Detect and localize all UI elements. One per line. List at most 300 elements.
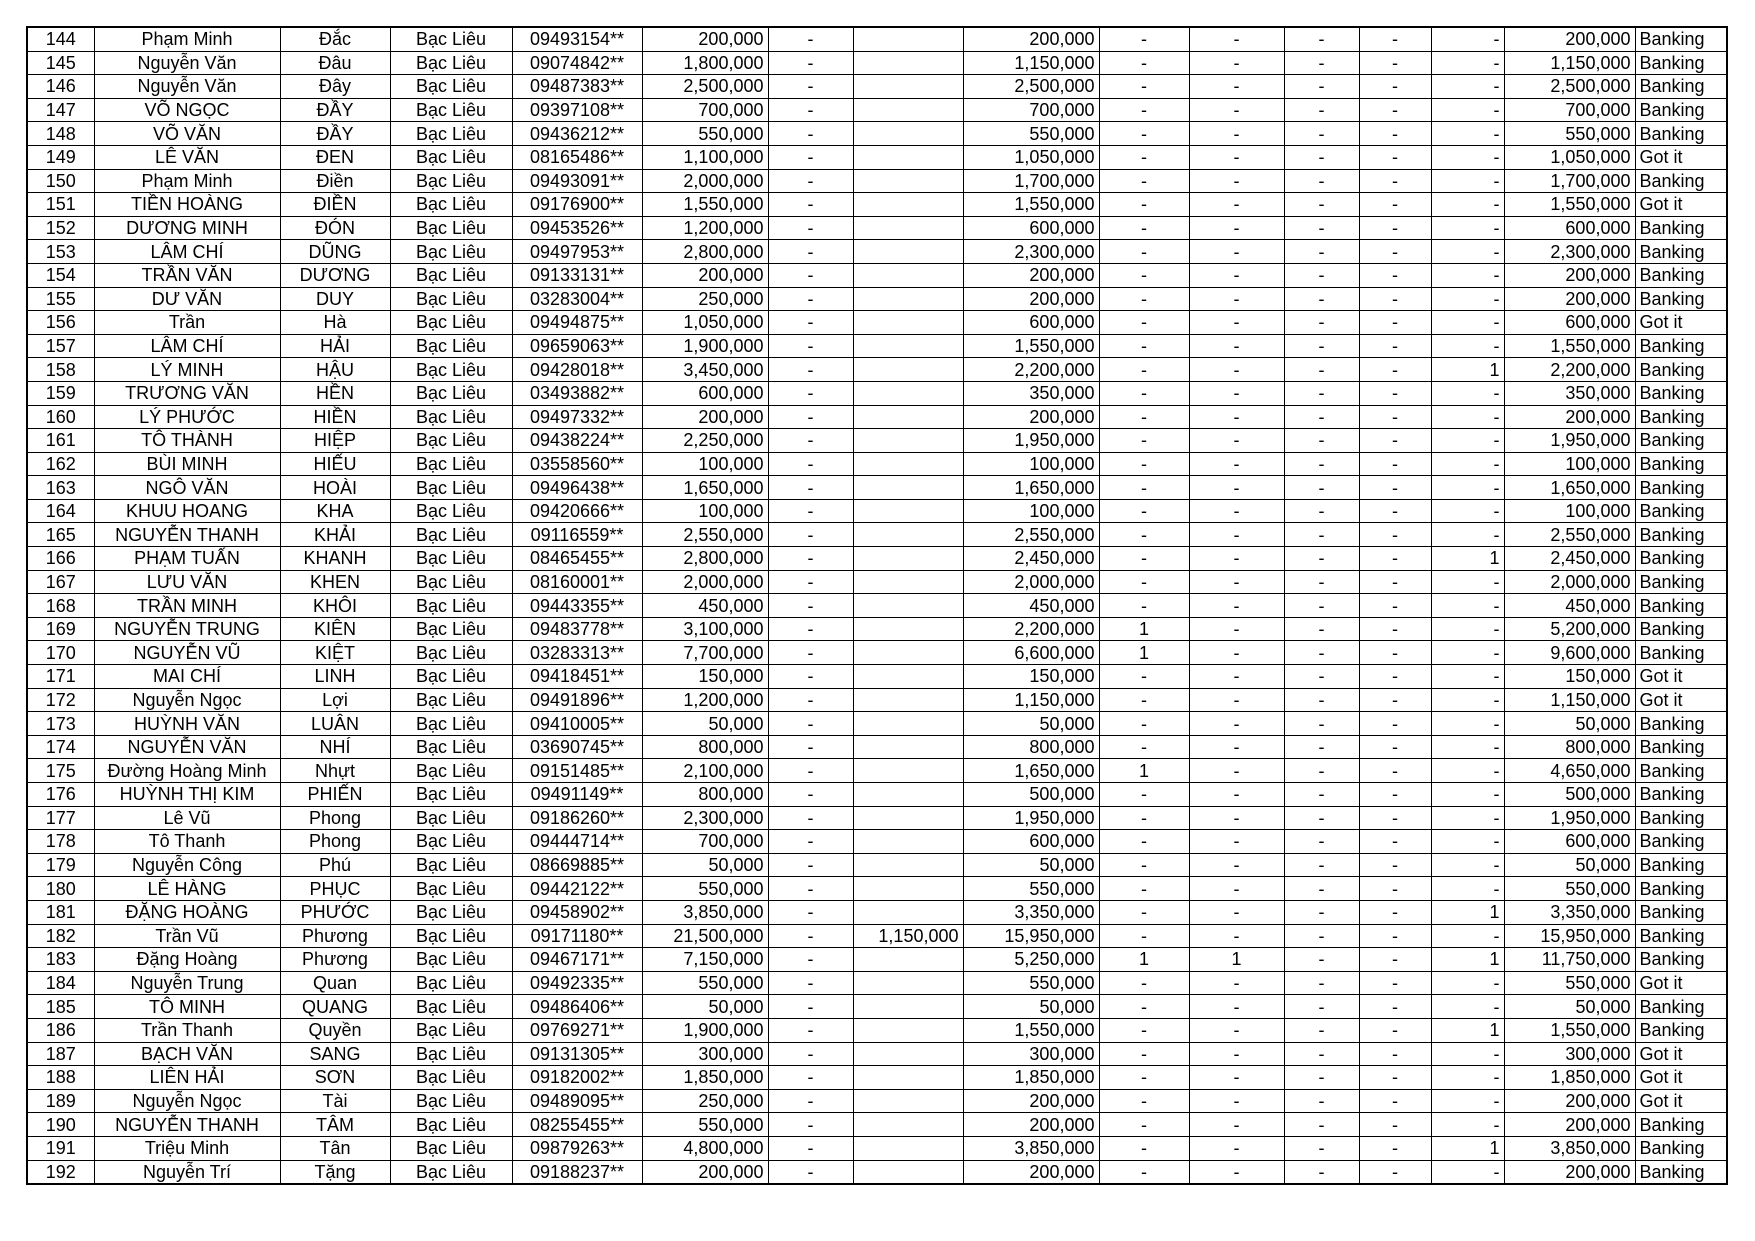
col-7-cell: - [768,995,853,1019]
amount-total-cell: 2,500,000 [1504,75,1635,99]
amount-approved-cell: 2,300,000 [963,240,1099,264]
row-number-cell: 175 [27,759,94,783]
family-name-cell: LÊ VĂN [94,145,280,169]
amount-registered-cell: 1,200,000 [642,216,768,240]
col-7-cell: - [768,1042,853,1066]
col-13-cell: - [1359,948,1431,972]
amount-approved-cell: 5,250,000 [963,948,1099,972]
amount-total-cell: 1,550,000 [1504,193,1635,217]
col-7-cell: - [768,193,853,217]
payment-method-cell: Banking [1635,830,1727,854]
col-10-cell: - [1099,169,1189,193]
col-12-cell: - [1284,735,1359,759]
payment-method-cell: Banking [1635,641,1727,665]
amount-total-cell: 500,000 [1504,783,1635,807]
col-14-cell: - [1431,759,1504,783]
province-cell: Bạc Liêu [390,877,512,901]
amount-total-cell: 2,200,000 [1504,358,1635,382]
col-8-cell [853,617,963,641]
col-10-cell: - [1099,499,1189,523]
phone-cell: 03283004** [512,287,642,311]
col-7-cell: - [768,1066,853,1090]
col-12-cell: - [1284,75,1359,99]
phone-cell: 08465455** [512,547,642,571]
col-8-cell [853,688,963,712]
col-14-cell: - [1431,334,1504,358]
col-10-cell: - [1099,334,1189,358]
amount-approved-cell: 1,850,000 [963,1066,1099,1090]
col-8-cell [853,1018,963,1042]
amount-registered-cell: 200,000 [642,27,768,51]
col-7-cell: - [768,1089,853,1113]
table-row [27,452,1727,476]
province-cell: Bạc Liêu [390,641,512,665]
amount-approved-cell: 800,000 [963,735,1099,759]
province-cell: Bạc Liêu [390,594,512,618]
col-14-cell: - [1431,924,1504,948]
col-7-cell: - [768,783,853,807]
col-11-cell: - [1189,1089,1284,1113]
col-14-cell: - [1431,783,1504,807]
payment-method-cell: Banking [1635,1113,1727,1137]
amount-registered-cell: 1,550,000 [642,193,768,217]
phone-cell: 09486406** [512,995,642,1019]
amount-total-cell: 700,000 [1504,98,1635,122]
amount-approved-cell: 200,000 [963,405,1099,429]
given-name-cell: LUÂN [280,712,390,736]
col-8-cell [853,783,963,807]
phone-cell: 09659063** [512,334,642,358]
phone-cell: 09188237** [512,1160,642,1184]
col-10-cell: - [1099,900,1189,924]
col-14-cell: - [1431,712,1504,736]
given-name-cell: Lợi [280,688,390,712]
amount-approved-cell: 1,950,000 [963,806,1099,830]
row-number-cell: 186 [27,1018,94,1042]
row-number-cell: 183 [27,948,94,972]
amount-registered-cell: 2,100,000 [642,759,768,783]
phone-cell: 09467171** [512,948,642,972]
phone-cell: 03283313** [512,641,642,665]
col-14-cell: - [1431,240,1504,264]
payment-method-cell: Banking [1635,51,1727,75]
col-14-cell: - [1431,311,1504,335]
row-number-cell: 189 [27,1089,94,1113]
col-11-cell: - [1189,240,1284,264]
payment-method-cell: Got it [1635,145,1727,169]
col-8-cell [853,712,963,736]
family-name-cell: LÂM CHÍ [94,240,280,264]
row-number-cell: 166 [27,547,94,571]
col-11-cell: - [1189,995,1284,1019]
amount-approved-cell: 1,050,000 [963,145,1099,169]
col-13-cell: - [1359,617,1431,641]
row-number-cell: 167 [27,570,94,594]
row-number-cell: 191 [27,1136,94,1160]
col-12-cell: - [1284,27,1359,51]
family-name-cell: TIỀN HOÀNG [94,193,280,217]
amount-approved-cell: 6,600,000 [963,641,1099,665]
col-7-cell: - [768,145,853,169]
col-14-cell: - [1431,830,1504,854]
family-name-cell: ĐẶNG HOÀNG [94,900,280,924]
family-name-cell: Trần Vũ [94,924,280,948]
col-12-cell: - [1284,240,1359,264]
amount-approved-cell: 600,000 [963,830,1099,854]
row-number-cell: 159 [27,381,94,405]
amount-registered-cell: 7,700,000 [642,641,768,665]
table-row [27,924,1727,948]
amount-registered-cell: 550,000 [642,1113,768,1137]
payment-method-cell: Banking [1635,452,1727,476]
table-row [27,122,1727,146]
col-14-cell: 1 [1431,948,1504,972]
col-13-cell: - [1359,900,1431,924]
table-row [27,617,1727,641]
table-row [27,193,1727,217]
payment-method-cell: Banking [1635,759,1727,783]
col-11-cell: - [1189,405,1284,429]
col-10-cell: - [1099,806,1189,830]
col-10-cell: - [1099,547,1189,571]
col-7-cell: - [768,169,853,193]
col-12-cell: - [1284,1113,1359,1137]
row-number-cell: 148 [27,122,94,146]
payment-method-cell: Banking [1635,783,1727,807]
phone-cell: 09491896** [512,688,642,712]
amount-total-cell: 1,650,000 [1504,476,1635,500]
table-row [27,853,1727,877]
amount-registered-cell: 4,800,000 [642,1136,768,1160]
amount-total-cell: 200,000 [1504,27,1635,51]
col-13-cell: - [1359,193,1431,217]
payment-method-cell: Banking [1635,806,1727,830]
col-14-cell: - [1431,263,1504,287]
payment-method-cell: Got it [1635,1066,1727,1090]
amount-approved-cell: 2,200,000 [963,358,1099,382]
payment-method-cell: Banking [1635,240,1727,264]
amount-total-cell: 600,000 [1504,216,1635,240]
col-12-cell: - [1284,712,1359,736]
col-8-cell [853,665,963,689]
payment-method-cell: Banking [1635,547,1727,571]
table-row [27,806,1727,830]
phone-cell: 08165486** [512,145,642,169]
col-14-cell: - [1431,735,1504,759]
col-10-cell: - [1099,783,1189,807]
amount-total-cell: 1,150,000 [1504,51,1635,75]
row-number-cell: 160 [27,405,94,429]
given-name-cell: Phong [280,806,390,830]
col-10-cell: - [1099,1066,1189,1090]
given-name-cell: HIỆP [280,429,390,453]
row-number-cell: 179 [27,853,94,877]
amount-approved-cell: 1,950,000 [963,429,1099,453]
payment-method-cell: Banking [1635,617,1727,641]
phone-cell: 09420666** [512,499,642,523]
table-row [27,476,1727,500]
col-10-cell: - [1099,688,1189,712]
given-name-cell: ĐIỀN [280,193,390,217]
province-cell: Bạc Liêu [390,1066,512,1090]
col-7-cell: - [768,570,853,594]
col-7-cell: - [768,358,853,382]
given-name-cell: PHƯỚC [280,900,390,924]
given-name-cell: SƠN [280,1066,390,1090]
given-name-cell: TÂM [280,1113,390,1137]
col-12-cell: - [1284,169,1359,193]
payment-method-cell: Banking [1635,429,1727,453]
family-name-cell: Triệu Minh [94,1136,280,1160]
col-11-cell: - [1189,971,1284,995]
col-11-cell: - [1189,759,1284,783]
row-number-cell: 168 [27,594,94,618]
col-13-cell: - [1359,783,1431,807]
row-number-cell: 165 [27,523,94,547]
col-11-cell: - [1189,877,1284,901]
given-name-cell: NHÍ [280,735,390,759]
col-12-cell: - [1284,405,1359,429]
payment-method-cell: Banking [1635,594,1727,618]
amount-total-cell: 300,000 [1504,1042,1635,1066]
col-14-cell: - [1431,405,1504,429]
col-14-cell: - [1431,145,1504,169]
col-12-cell: - [1284,1136,1359,1160]
col-12-cell: - [1284,641,1359,665]
family-name-cell: BẠCH VĂN [94,1042,280,1066]
table-row [27,1113,1727,1137]
col-7-cell: - [768,452,853,476]
amount-registered-cell: 150,000 [642,665,768,689]
row-number-cell: 153 [27,240,94,264]
col-12-cell: - [1284,783,1359,807]
row-number-cell: 178 [27,830,94,854]
amount-total-cell: 350,000 [1504,381,1635,405]
province-cell: Bạc Liêu [390,311,512,335]
table-row [27,759,1727,783]
payment-method-cell: Banking [1635,924,1727,948]
amount-total-cell: 4,650,000 [1504,759,1635,783]
family-name-cell: Lê Vũ [94,806,280,830]
col-8-cell [853,523,963,547]
amount-approved-cell: 200,000 [963,1089,1099,1113]
table-row [27,995,1727,1019]
given-name-cell: Phong [280,830,390,854]
col-8-cell [853,499,963,523]
col-8-cell [853,995,963,1019]
amount-approved-cell: 1,650,000 [963,476,1099,500]
amount-total-cell: 11,750,000 [1504,948,1635,972]
amount-registered-cell: 700,000 [642,98,768,122]
payment-method-cell: Banking [1635,995,1727,1019]
table-row [27,877,1727,901]
col-13-cell: - [1359,145,1431,169]
table-row [27,216,1727,240]
amount-total-cell: 1,700,000 [1504,169,1635,193]
family-name-cell: NGUYỄN THANH [94,523,280,547]
province-cell: Bạc Liêu [390,381,512,405]
col-14-cell: - [1431,617,1504,641]
col-10-cell: 1 [1099,948,1189,972]
col-8-cell [853,169,963,193]
amount-total-cell: 800,000 [1504,735,1635,759]
phone-cell: 09151485** [512,759,642,783]
payment-method-cell: Banking [1635,853,1727,877]
province-cell: Bạc Liêu [390,263,512,287]
amount-registered-cell: 450,000 [642,594,768,618]
family-name-cell: TRẦN VĂN [94,263,280,287]
col-11-cell: - [1189,122,1284,146]
phone-cell: 09131305** [512,1042,642,1066]
col-14-cell: - [1431,1113,1504,1137]
given-name-cell: KIÊN [280,617,390,641]
col-12-cell: - [1284,51,1359,75]
province-cell: Bạc Liêu [390,27,512,51]
given-name-cell: HIẾU [280,452,390,476]
col-7-cell: - [768,641,853,665]
phone-cell: 09171180** [512,924,642,948]
col-11-cell: - [1189,193,1284,217]
row-number-cell: 163 [27,476,94,500]
table-row [27,1136,1727,1160]
payment-method-cell: Banking [1635,900,1727,924]
col-10-cell: - [1099,523,1189,547]
table-row [27,311,1727,335]
given-name-cell: KHẢI [280,523,390,547]
payment-method-cell: Got it [1635,971,1727,995]
col-13-cell: - [1359,405,1431,429]
province-cell: Bạc Liêu [390,948,512,972]
col-11-cell: - [1189,712,1284,736]
col-14-cell: - [1431,216,1504,240]
col-12-cell: - [1284,263,1359,287]
col-7-cell: - [768,830,853,854]
col-11-cell: - [1189,783,1284,807]
col-10-cell: - [1099,594,1189,618]
col-11-cell: - [1189,617,1284,641]
col-7-cell: - [768,948,853,972]
col-10-cell: - [1099,27,1189,51]
col-7-cell: - [768,735,853,759]
col-7-cell: - [768,75,853,99]
province-cell: Bạc Liêu [390,1160,512,1184]
col-14-cell: - [1431,995,1504,1019]
family-name-cell: NGUYỄN TRUNG [94,617,280,641]
amount-total-cell: 5,200,000 [1504,617,1635,641]
table-row [27,688,1727,712]
amount-registered-cell: 1,850,000 [642,1066,768,1090]
col-7-cell: - [768,712,853,736]
row-number-cell: 192 [27,1160,94,1184]
row-number-cell: 187 [27,1042,94,1066]
table-row [27,1089,1727,1113]
given-name-cell: Điền [280,169,390,193]
family-name-cell: Tô Thanh [94,830,280,854]
table-row [27,712,1727,736]
col-8-cell [853,311,963,335]
phone-cell: 09487383** [512,75,642,99]
given-name-cell: Tài [280,1089,390,1113]
amount-approved-cell: 3,850,000 [963,1136,1099,1160]
province-cell: Bạc Liêu [390,240,512,264]
col-7-cell: - [768,405,853,429]
col-14-cell: - [1431,122,1504,146]
col-12-cell: - [1284,995,1359,1019]
amount-total-cell: 200,000 [1504,1089,1635,1113]
phone-cell: 09442122** [512,877,642,901]
col-13-cell: - [1359,27,1431,51]
col-14-cell: - [1431,452,1504,476]
amount-approved-cell: 200,000 [963,263,1099,287]
family-name-cell: KHUU HOANG [94,499,280,523]
province-cell: Bạc Liêu [390,358,512,382]
col-12-cell: - [1284,311,1359,335]
province-cell: Bạc Liêu [390,429,512,453]
col-7-cell: - [768,971,853,995]
col-8-cell [853,806,963,830]
province-cell: Bạc Liêu [390,830,512,854]
col-11-cell: - [1189,75,1284,99]
amount-registered-cell: 50,000 [642,853,768,877]
col-14-cell: 1 [1431,358,1504,382]
amount-approved-cell: 550,000 [963,877,1099,901]
phone-cell: 09443355** [512,594,642,618]
col-8-cell [853,429,963,453]
col-11-cell: - [1189,547,1284,571]
col-11-cell: - [1189,98,1284,122]
row-number-cell: 145 [27,51,94,75]
given-name-cell: DƯƠNG [280,263,390,287]
table-row [27,27,1727,51]
amount-registered-cell: 2,800,000 [642,240,768,264]
col-8-cell [853,547,963,571]
province-cell: Bạc Liêu [390,971,512,995]
col-7-cell: - [768,665,853,689]
amount-registered-cell: 300,000 [642,1042,768,1066]
table-row [27,570,1727,594]
province-cell: Bạc Liêu [390,853,512,877]
col-12-cell: - [1284,665,1359,689]
amount-total-cell: 550,000 [1504,122,1635,146]
col-13-cell: - [1359,1018,1431,1042]
amount-total-cell: 550,000 [1504,971,1635,995]
col-10-cell: - [1099,877,1189,901]
amount-approved-cell: 150,000 [963,665,1099,689]
col-7-cell: - [768,1018,853,1042]
col-7-cell: - [768,476,853,500]
col-11-cell: - [1189,830,1284,854]
col-12-cell: - [1284,853,1359,877]
province-cell: Bạc Liêu [390,1018,512,1042]
given-name-cell: Đâu [280,51,390,75]
payment-method-cell: Banking [1635,98,1727,122]
amount-approved-cell: 100,000 [963,452,1099,476]
table-row [27,169,1727,193]
given-name-cell: Phương [280,948,390,972]
phone-cell: 09074842** [512,51,642,75]
table-row [27,405,1727,429]
family-name-cell: Nguyễn Trung [94,971,280,995]
col-12-cell: - [1284,429,1359,453]
col-11-cell: - [1189,688,1284,712]
col-7-cell: - [768,311,853,335]
col-8-cell [853,1113,963,1137]
payment-method-cell: Banking [1635,1160,1727,1184]
payment-method-cell: Banking [1635,75,1727,99]
phone-cell: 09497953** [512,240,642,264]
amount-registered-cell: 2,300,000 [642,806,768,830]
amount-approved-cell: 1,700,000 [963,169,1099,193]
